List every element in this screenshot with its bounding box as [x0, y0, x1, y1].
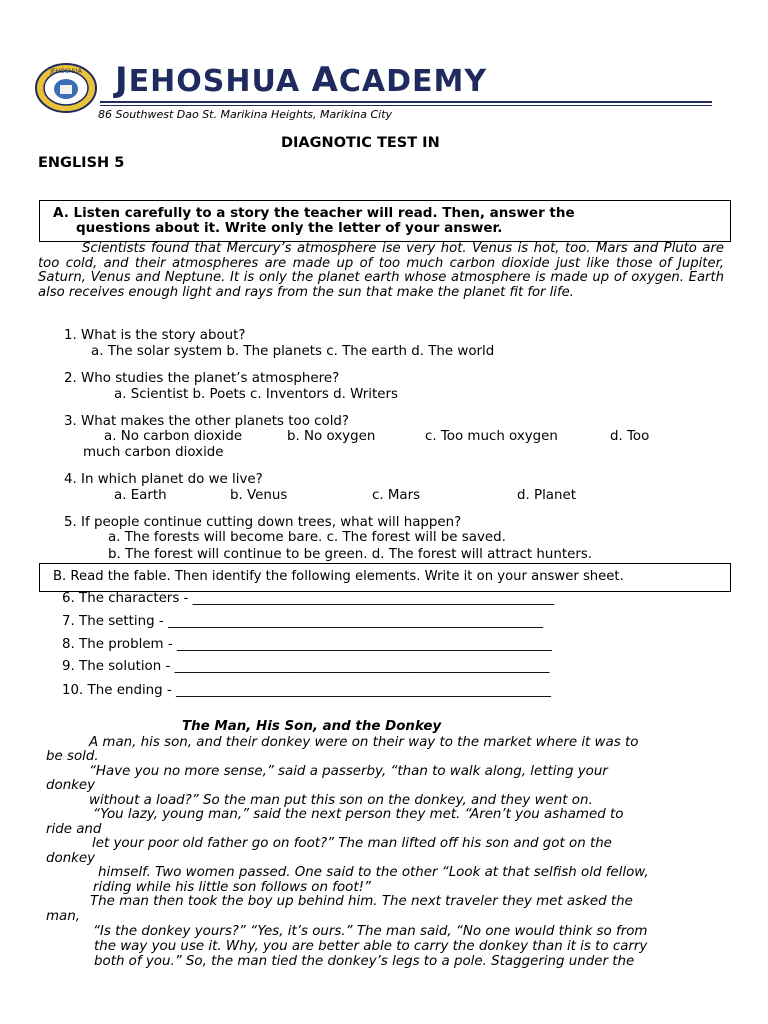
question-3-choice-d-cont: much carbon dioxide	[83, 445, 224, 460]
school-name: JEHOSHUA ACADEMY	[115, 60, 488, 100]
fable-line: let your poor old father go on foot?” The man lifted off his son and got on the	[92, 836, 612, 851]
question-4-choice-b: b. Venus	[230, 488, 288, 503]
fable-line: “You lazy, young man,” said the next person they met. “Aren’t you ashamed to	[93, 807, 624, 822]
fable-line: “Have you no more sense,” said a passerby, “than to walk along, letting your	[89, 764, 608, 779]
answer-line-solution: 9. The solution - ________________________________________________________	[62, 659, 550, 674]
question-4: 4. In which planet do we live?	[64, 472, 263, 487]
question-1: 1. What is the story about?	[64, 328, 246, 343]
part-a-instruction-box	[39, 200, 731, 242]
fable-line: himself. Two women passed. One said to the other “Look at that selfish old fellow,	[98, 865, 649, 880]
answer-line-setting: 7. The setting - ________________________________________________________	[62, 614, 543, 629]
fable-line: the way you use it. Why, you are better able to carry the donkey than it is to carry	[94, 939, 648, 954]
question-3-choice-a: a. No carbon dioxide	[104, 429, 243, 444]
answer-line-ending: 10. The ending - ________________________________________________________	[62, 683, 551, 698]
question-4-choice-c: c. Mars	[372, 488, 421, 503]
question-2: 2. Who studies the planet’s atmosphere?	[64, 371, 340, 386]
fable-line: The man then took the boy up behind him. The next traveler they met asked the	[90, 894, 633, 909]
logo-text: JEHOSHUA	[50, 68, 82, 75]
fable-title: The Man, His Son, and the Donkey	[182, 719, 442, 734]
question-5: 5. If people continue cutting down trees, what will happen?	[64, 515, 462, 530]
question-2-choices: a. Scientist b. Poets c. Inventors d. Writers	[114, 387, 398, 402]
fable-line: A man, his son, and their donkey were on their way to the market where it was to	[89, 735, 639, 750]
part-b-instruction-box	[39, 563, 731, 592]
fable-line: donkey	[46, 851, 96, 866]
part-a-instruction-line2: questions about it. Write only the letter of your answer.	[76, 220, 503, 236]
part-a-instruction-line1: A. Listen carefully to a story the teacher will read. Then, answer the	[53, 205, 575, 221]
school-address: 86 Southwest Dao St. Marikina Heights, Marikina City	[98, 108, 393, 121]
question-4-choice-d: d. Planet	[517, 488, 576, 503]
header-rule-thin	[100, 105, 712, 106]
question-3-choice-d: d. Too	[610, 429, 650, 444]
question-3: 3. What makes the other planets too cold?	[64, 414, 350, 429]
question-5-choices-line1: a. The forests will become bare. c. The forest will be saved.	[108, 530, 506, 545]
answer-line-characters: 6. The characters - ______________________________________________________	[62, 591, 555, 606]
story-passage: Scientists found that Mercury’s atmosphere ise very hot. Venus is hot, too. Mars and Pluto are too cold, and their atmospheres are made up of too much carbon dioxide just like those of Jupiter, Saturn, Venus and Neptune. It is only the planet earth whose atmosphere is made up of oxygen. Earth also receives enough light and rays from the sun that make the planet fit for life.	[38, 241, 724, 300]
fable-line: ride and	[46, 822, 102, 837]
fable-line: both of you.” So, the man tied the donkey’s legs to a pole. Staggering under the	[94, 954, 635, 969]
question-1-choices: a. The solar system b. The planets c. The earth d. The world	[91, 344, 495, 359]
question-5-choices-line2: b. The forest will continue to be green. d. The forest will attract hunters.	[108, 547, 593, 562]
fable-line: without a load?” So the man put this son on the donkey, and they went on.	[89, 793, 593, 808]
header-rule	[100, 101, 712, 103]
fable-line: donkey	[46, 778, 96, 793]
school-logo	[34, 63, 98, 113]
question-4-choice-a: a. Earth	[114, 488, 167, 503]
test-title: DIAGNOTIC TEST IN	[281, 135, 440, 151]
part-b-instruction: B. Read the fable. Then identify the following elements. Write it on your answer sheet.	[53, 569, 624, 584]
fable-line: “Is the donkey yours?” “Yes, it’s ours.” The man said, “No one would think so from	[93, 924, 648, 939]
test-subject: ENGLISH 5	[38, 155, 125, 171]
fable-line: man,	[46, 909, 80, 924]
answer-line-problem: 8. The problem - ________________________________________________________	[62, 637, 552, 652]
question-3-choice-b: b. No oxygen	[287, 429, 376, 444]
fable-line: be sold.	[46, 749, 99, 764]
fable-line: riding while his little son follows on foot!”	[93, 880, 371, 895]
question-3-choice-c: c. Too much oxygen	[425, 429, 558, 444]
